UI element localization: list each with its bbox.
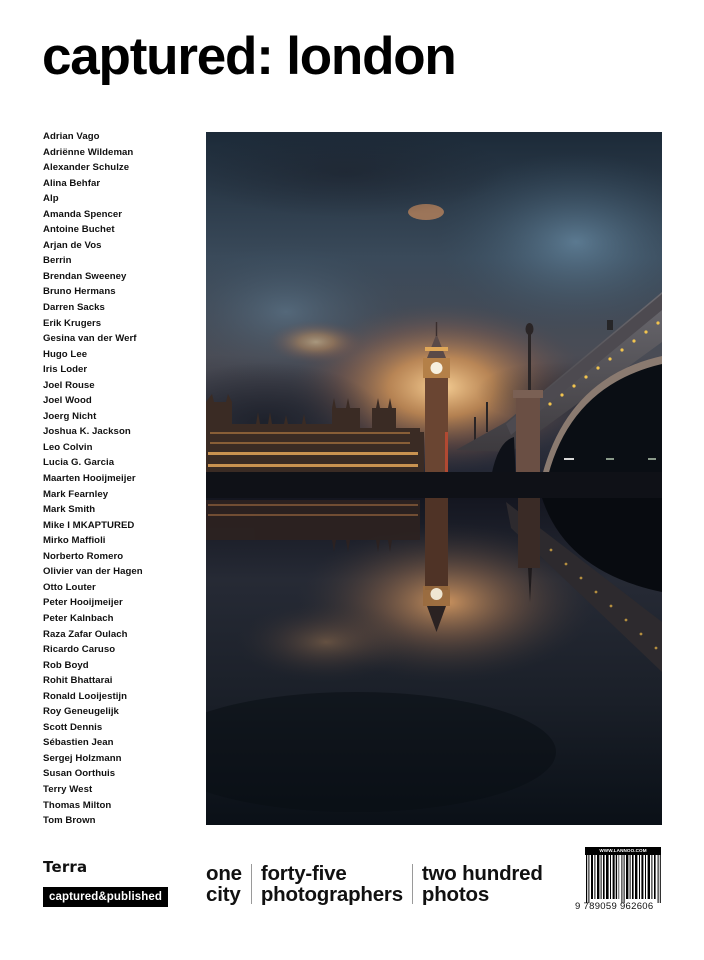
photographer-name: Arjan de Vos xyxy=(43,239,102,251)
photographer-name: Brendan Sweeney xyxy=(43,270,127,282)
photographer-name: Antoine Buchet xyxy=(43,224,115,236)
photographer-name: Ronald Looijestijn xyxy=(43,690,128,702)
photographer-name: Adriënne Wildeman xyxy=(43,146,134,158)
photographer-name: Norberto Romero xyxy=(43,550,124,562)
photographer-name: Hugo Lee xyxy=(43,348,88,360)
photographer-name: Rob Boyd xyxy=(43,659,89,671)
divider xyxy=(251,864,252,904)
photographer-name: Lucia G. Garcia xyxy=(43,457,115,469)
photographer-name: Alexander Schulze xyxy=(43,162,130,174)
photographer-name: Joerg Nicht xyxy=(43,410,97,422)
barcode-header: WWW.LANNOO.COM xyxy=(585,847,661,855)
photographer-name: Susan Oorthuis xyxy=(43,768,116,780)
photographer-name: Amanda Spencer xyxy=(43,208,123,220)
photographer-name: Alina Behfar xyxy=(43,177,101,189)
photographer-name: Thomas Milton xyxy=(43,799,112,811)
stat-line: photos xyxy=(421,883,490,906)
stat-photographers xyxy=(261,863,403,905)
stat-photos xyxy=(422,863,543,905)
photographer-name: Otto Louter xyxy=(43,581,96,593)
book-stats xyxy=(206,863,543,905)
photographer-name: Sergej Holzmann xyxy=(43,752,122,764)
photographer-name: Adrian Vago xyxy=(43,131,100,142)
photographer-name: Joel Wood xyxy=(43,395,92,407)
stat-line: photographers xyxy=(260,883,403,906)
photographer-name: Sébastien Jean xyxy=(43,737,114,749)
photographer-name: Bruno Hermans xyxy=(43,286,116,298)
photographer-name: Mark Smith xyxy=(43,504,96,516)
photographer-name: Berrin xyxy=(43,255,72,267)
photographer-name: Erik Krugers xyxy=(43,317,102,329)
publisher-tagline: captured&published xyxy=(43,887,168,907)
barcode-icon xyxy=(585,855,661,903)
photographer-name: Raza Zafar Oulach xyxy=(43,628,128,640)
isbn-barcode xyxy=(575,847,661,913)
book-title: captured: london xyxy=(42,27,456,86)
photographer-name: Mirko Maffioli xyxy=(43,535,106,547)
stat-line: city xyxy=(206,883,241,906)
photographer-name: Maarten Hooijmeijer xyxy=(43,473,136,485)
big-ben-photo-illustration xyxy=(206,132,662,825)
stat-line: one xyxy=(206,862,242,885)
photographer-name: Joel Rouse xyxy=(43,379,95,391)
divider xyxy=(412,864,413,904)
cover-photo xyxy=(206,132,662,825)
photographer-name: Leo Colvin xyxy=(43,441,93,453)
stat-city xyxy=(206,863,242,905)
photographer-name: Alp xyxy=(43,193,59,205)
photographer-name: Gesina van der Werf xyxy=(43,333,137,345)
photographer-name: Joshua K. Jackson xyxy=(43,426,131,438)
photographer-name: Peter Kalnbach xyxy=(43,612,114,624)
photographer-name: Peter Hooijmeijer xyxy=(43,597,123,609)
photographer-name: Tom Brown xyxy=(43,815,96,827)
photographer-name: Roy Geneugelijk xyxy=(43,706,119,718)
photographer-name: Scott Dennis xyxy=(43,721,103,733)
stat-line: two hundred xyxy=(421,862,543,885)
photographer-name: Iris Loder xyxy=(43,364,88,376)
photographer-name: Olivier van der Hagen xyxy=(43,566,143,578)
stat-line: forty-five xyxy=(260,862,347,885)
publisher-logo: Terra xyxy=(43,858,88,876)
isbn-number: 9 789059 962606 xyxy=(575,901,654,912)
photographer-name: Rohit Bhattarai xyxy=(43,675,113,687)
photographer-name: Terry West xyxy=(43,783,93,795)
photographer-name: Ricardo Caruso xyxy=(43,644,116,656)
photographer-name: Mike I MKAPTURED xyxy=(43,519,135,531)
photographer-name: Darren Sacks xyxy=(43,302,105,314)
photographer-name: Mark Fearnley xyxy=(43,488,109,500)
photographer-list xyxy=(43,129,143,829)
